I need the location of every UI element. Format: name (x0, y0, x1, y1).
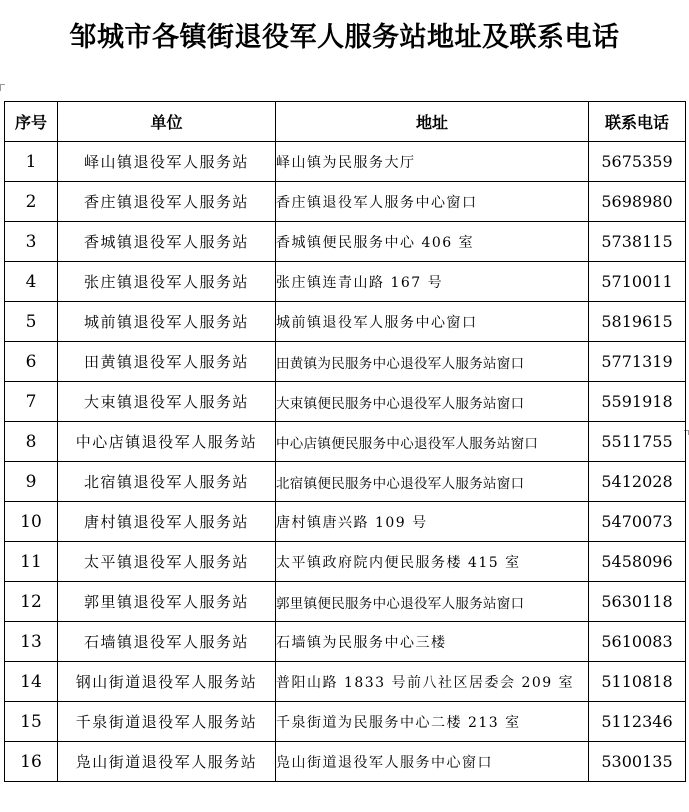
row-number: 5 (5, 302, 58, 342)
row-number: 10 (5, 502, 58, 542)
row-unit: 千泉街道退役军人服务站 (58, 702, 276, 742)
row-address: 太平镇政府院内便民服务楼 415 室 (276, 542, 589, 582)
row-phone: 5470073 (589, 502, 686, 542)
table-row (5, 182, 686, 222)
table-row (5, 462, 686, 502)
row-unit: 北宿镇退役军人服务站 (58, 462, 276, 502)
table-row (5, 542, 686, 582)
row-number: 1 (5, 142, 58, 182)
row-number: 7 (5, 382, 58, 422)
row-number: 15 (5, 702, 58, 742)
row-phone: 5412028 (589, 462, 686, 502)
row-number: 9 (5, 462, 58, 502)
table-row (5, 662, 686, 702)
row-address: 香庄镇退役军人服务中心窗口 (276, 182, 589, 222)
row-phone: 5698980 (589, 182, 686, 222)
row-phone: 5630118 (589, 582, 686, 622)
row-number: 12 (5, 582, 58, 622)
row-address: 凫山街道退役军人服务中心窗口 (276, 742, 589, 782)
row-unit: 峄山镇退役军人服务站 (58, 142, 276, 182)
row-unit: 唐村镇退役军人服务站 (58, 502, 276, 542)
row-number: 16 (5, 742, 58, 782)
row-phone: 5710011 (589, 262, 686, 302)
table-row (5, 302, 686, 342)
row-address: 张庄镇连青山路 167 号 (276, 262, 589, 302)
row-unit: 张庄镇退役军人服务站 (58, 262, 276, 302)
table-row (5, 382, 686, 422)
table-header-row (5, 102, 686, 142)
row-phone: 5675359 (589, 142, 686, 182)
table-row (5, 622, 686, 662)
row-address: 唐村镇唐兴路 109 号 (276, 502, 589, 542)
row-address: 中心店镇便民服务中心退役军人服务站窗口 (276, 422, 589, 462)
table-row (5, 582, 686, 622)
row-phone: 5511755 (589, 422, 686, 462)
row-unit: 钢山街道退役军人服务站 (58, 662, 276, 702)
row-address: 城前镇退役军人服务中心窗口 (276, 302, 589, 342)
row-address: 石墙镇为民服务中心三楼 (276, 622, 589, 662)
row-number: 4 (5, 262, 58, 302)
row-number: 6 (5, 342, 58, 382)
table-row (5, 262, 686, 302)
row-address: 普阳山路 1833 号前八社区居委会 209 室 (276, 662, 589, 702)
row-address: 峄山镇为民服务大厅 (276, 142, 589, 182)
table-row (5, 222, 686, 262)
row-number: 3 (5, 222, 58, 262)
row-number: 11 (5, 542, 58, 582)
page-title: 邹城市各镇街退役军人服务站地址及联系电话 (69, 22, 620, 53)
row-number: 8 (5, 422, 58, 462)
table-row (5, 422, 686, 462)
row-phone: 5591918 (589, 382, 686, 422)
row-address: 香城镇便民服务中心 406 室 (276, 222, 589, 262)
row-address: 大束镇便民服务中心退役军人服务站窗口 (276, 382, 589, 422)
row-unit: 香城镇退役军人服务站 (58, 222, 276, 262)
table-row (5, 702, 686, 742)
row-phone: 5610083 (589, 622, 686, 662)
table-row (5, 502, 686, 542)
row-address: 郭里镇便民服务中心退役军人服务站窗口 (276, 582, 589, 622)
row-unit: 城前镇退役军人服务站 (58, 302, 276, 342)
row-phone: 5458096 (589, 542, 686, 582)
row-phone: 5771319 (589, 342, 686, 382)
table-row (5, 742, 686, 782)
row-phone: 5300135 (589, 742, 686, 782)
row-phone: 5738115 (589, 222, 686, 262)
header-no: 序号 (5, 102, 58, 142)
row-number: 14 (5, 662, 58, 702)
page-corner-mark (0, 84, 5, 91)
row-unit: 大束镇退役军人服务站 (58, 382, 276, 422)
table-row (5, 142, 686, 182)
row-unit: 太平镇退役军人服务站 (58, 542, 276, 582)
row-phone: 5819615 (589, 302, 686, 342)
header-unit: 单位 (58, 102, 276, 142)
header-phone: 联系电话 (589, 102, 686, 142)
row-number: 2 (5, 182, 58, 222)
row-unit: 郭里镇退役军人服务站 (58, 582, 276, 622)
contact-table (4, 101, 686, 782)
row-phone: 5110818 (589, 662, 686, 702)
row-address: 北宿镇便民服务中心退役军人服务站窗口 (276, 462, 589, 502)
row-number: 13 (5, 622, 58, 662)
row-unit: 凫山街道退役军人服务站 (58, 742, 276, 782)
table-row (5, 342, 686, 382)
row-unit: 石墙镇退役军人服务站 (58, 622, 276, 662)
row-unit: 中心店镇退役军人服务站 (58, 422, 276, 462)
header-address: 地址 (276, 102, 589, 142)
row-unit: 田黄镇退役军人服务站 (58, 342, 276, 382)
row-phone: 5112346 (589, 702, 686, 742)
row-address: 田黄镇为民服务中心退役军人服务站窗口 (276, 342, 589, 382)
row-unit: 香庄镇退役军人服务站 (58, 182, 276, 222)
row-address: 千泉街道为民服务中心二楼 213 室 (276, 702, 589, 742)
